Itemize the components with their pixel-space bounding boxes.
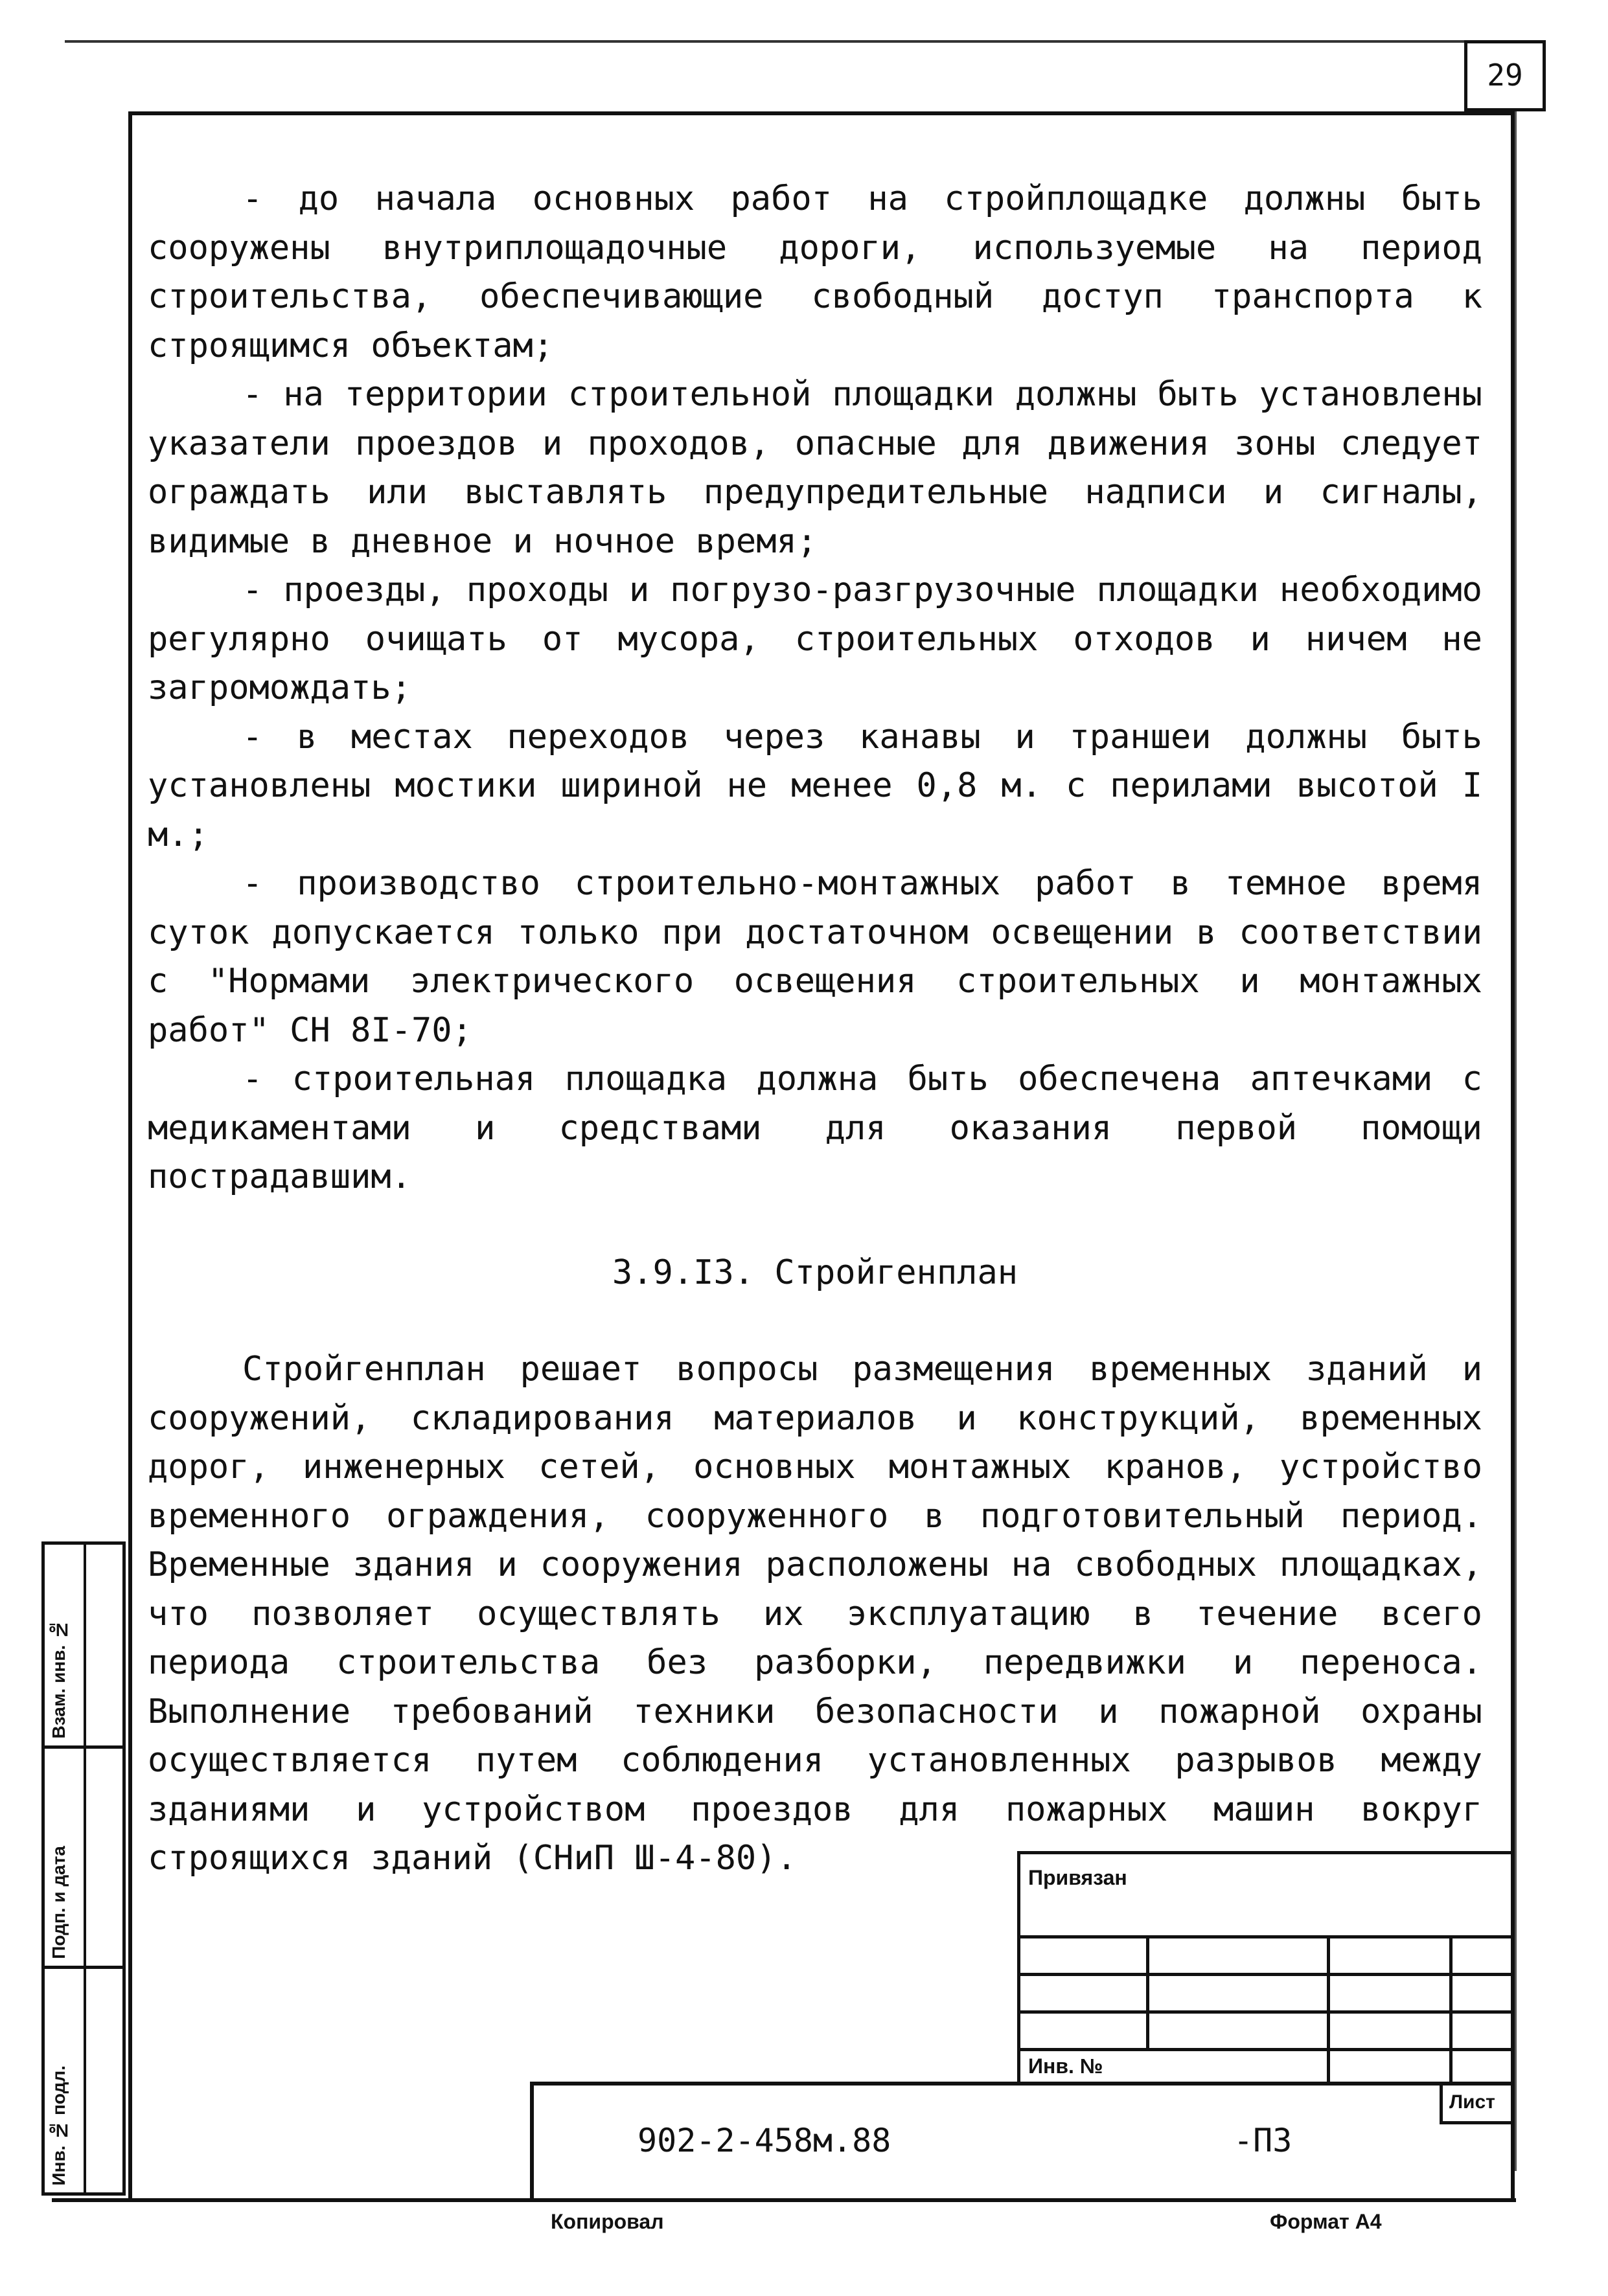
document-mark: -ПЗ (1234, 2122, 1292, 2159)
section-title: 3.9.I3. Стройгенплан (612, 1253, 1018, 1292)
side-box-replacement (41, 1541, 126, 1749)
paragraph: - в местах переходов через канавы и траншеи должны быть установлены мостики шириной не менее 0,8 м. с перилами высотой I м.; (148, 717, 1482, 854)
side-label-original: Инв. № подл. (49, 2065, 69, 2186)
side-label-signature: Подп. и дата (49, 1846, 69, 1959)
sheet-label: Лист (1440, 2086, 1515, 2124)
page-number: 29 (1464, 40, 1546, 111)
side-box-signature (41, 1745, 126, 1969)
paragraph: - на территории строительной площадки должны быть установлены указатели проездов и проходов, опасные для движения зоны следует ограждать или выставлять предупредительные надписи и сигналы, видимые в дневное и ночное время; (148, 375, 1482, 561)
title-block (530, 2082, 1515, 2198)
top-rule (65, 40, 1464, 43)
paragraph: - производство строительно-монтажных работ в темное время суток допускается только при достаточном освещении в соответствии с "Нормами электрического освещения строительных и монтажных работ" СН 8I-70; (148, 864, 1482, 1050)
document-body (148, 175, 1482, 1883)
side-box-original (41, 1966, 126, 2196)
footer-format: Формат А4 (1270, 2210, 1382, 2233)
section-paragraph: Стройгенплан решает вопросы размещения временных зданий и сооружений, складирования материалов и конструкций, временных дорог, инженерных сетей, основных монтажных кранов, устройство временного ограждения, сооруженного в подготовительный период. Временные здания и сооружения расположены на свободных площадках, что позволяет осуществлять их эксплуатацию в течение всего периода строительства без разборки, передвижки и переноса. Выполнение требований техники безопасности и пожарной охраны осуществляется путем соблюдения установленных разрывов между зданиями и устройством проездов для пожарных машин вокруг строящихся зданий (СНиП Ш-4-80). (148, 1350, 1482, 1878)
stamp-inv-label: Инв. № (1019, 2050, 1329, 2084)
binding-stamp-table (1017, 1851, 1515, 2085)
side-stamp-strip (41, 1541, 126, 2196)
paragraph: - строительная площадка должна быть обеспечена аптечками с медикаментами и средствами для оказания первой помощи пострадавшим. (148, 1060, 1482, 1196)
paragraph: - до начала основных работ на стройплощадке должны быть сооружены внутриплощадочные дороги, используемые на период строительства, обеспечивающие свободный доступ транспорта к строящимся объектам; (148, 179, 1482, 365)
side-label-replacement: Взам. инв. № (49, 1620, 69, 1739)
footer-copied: Копировал (551, 2210, 664, 2233)
stamp-bound-label: Привязан (1019, 1853, 1513, 1937)
paragraph: - проезды, проходы и погрузо-разгрузочные площадки необходимо регулярно очищать от мусора, строительных отходов и ничем не загромождать; (148, 571, 1482, 707)
document-code: 902-2-458м.88 (637, 2122, 891, 2159)
bottom-rule (52, 2198, 1516, 2202)
binding-stamp (1017, 1851, 1515, 2082)
frame-outer-edge (1515, 111, 1517, 2171)
